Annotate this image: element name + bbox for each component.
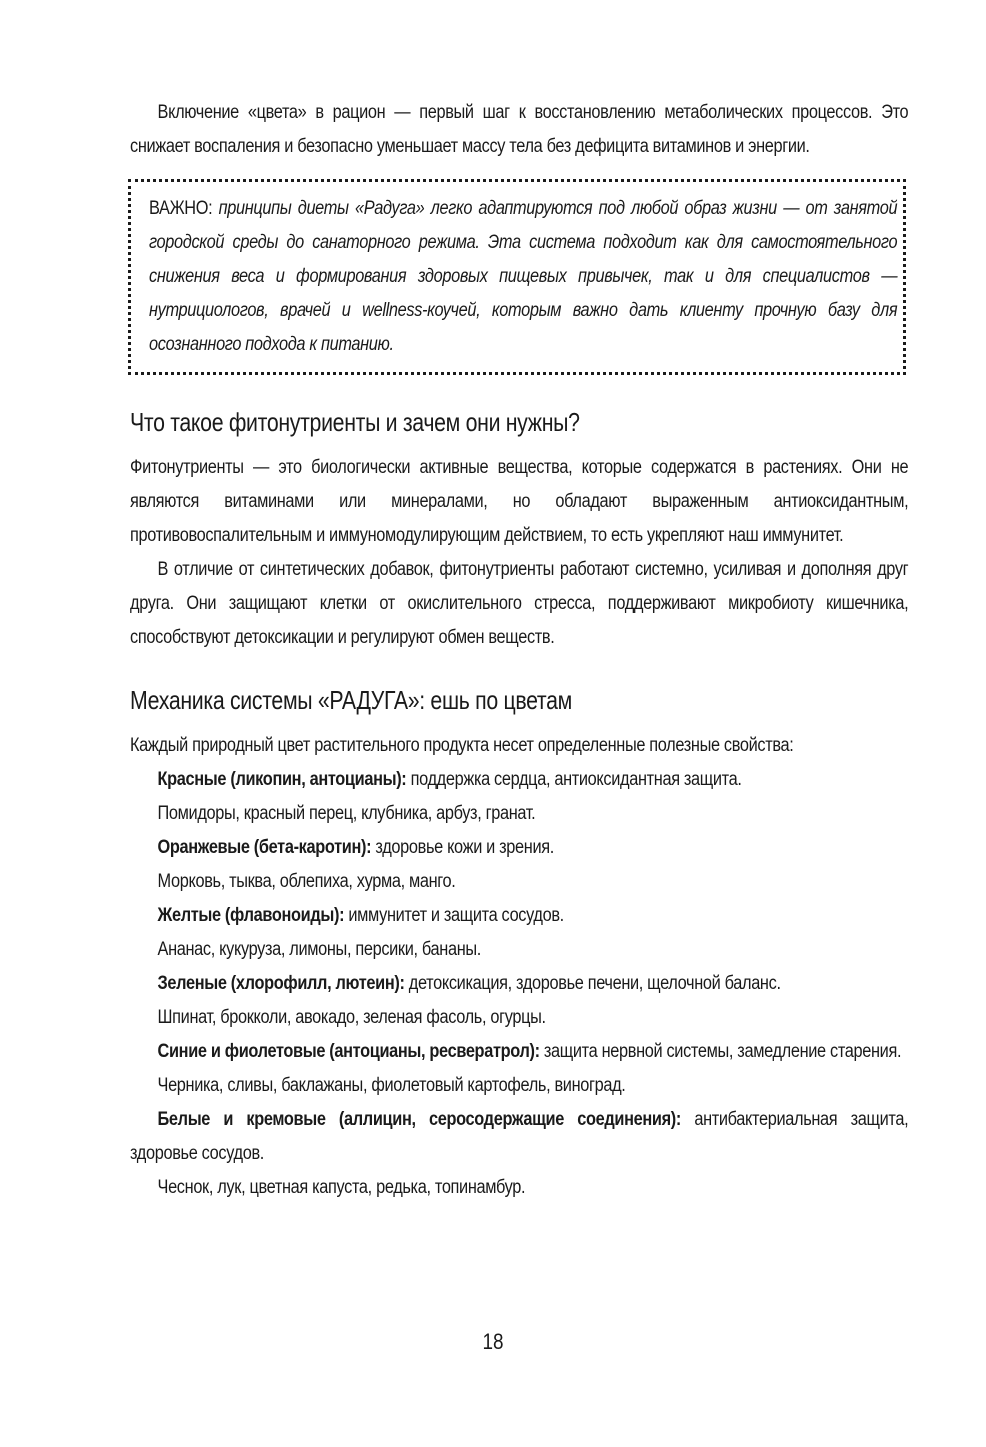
- important-note-box: [128, 179, 906, 375]
- color-name: Синие и фиолетовые (антоцианы, ресвератрол):: [157, 1041, 540, 1062]
- color-name: Зеленые (хлорофилл, лютеин):: [157, 973, 405, 994]
- section-heading-phytonutrients: Что такое фитонутриенты и зачем они нужны?: [130, 407, 580, 437]
- color-foods-red: Помидоры, красный перец, клубника, арбуз, гранат.: [157, 803, 536, 824]
- color-item-blue-purple: [130, 1035, 908, 1069]
- color-name: Желтые (флавоноиды):: [157, 905, 345, 926]
- colors-intro: Каждый природный цвет растительного продукта несет определенные полезные свойства:: [130, 735, 794, 756]
- color-benefit: антибактериальная защита, здоровье сосудов.: [130, 1109, 909, 1164]
- intro-paragraph: Включение «цвета» в рацион — первый шаг к восстановлению метаболических процессов. Это снижает воспаления и безопасно уменьшает массу тела без дефицита витаминов и энергии.: [130, 102, 909, 157]
- color-benefit: защита нервной системы, замедление старения.: [539, 1041, 902, 1062]
- color-item-green: [130, 967, 908, 1001]
- color-list: [130, 763, 908, 1205]
- color-item-white-cream: [130, 1103, 908, 1171]
- color-foods-white-cream: Чеснок, лук, цветная капуста, редька, топинамбур.: [157, 1177, 526, 1198]
- color-benefit: детоксикация, здоровье печени, щелочной баланс.: [404, 973, 781, 994]
- note-label: ВАЖНО:: [149, 198, 213, 219]
- note-body: принципы диеты «Радуга» легко адаптируются под любой образ жизни — от занятой городской среды до санаторного режима. Эта система подходит как для самостоятельного снижения веса и формирования здоровых пищевых привычек, так и для специалистов — нутрициологов, врачей и wellness-коучей, которым важно дать клиенту прочную базу для осознанного подхода к питанию.: [149, 198, 898, 355]
- color-item-orange: [130, 831, 908, 865]
- color-foods-orange: Морковь, тыква, облепиха, хурма, манго.: [157, 871, 456, 892]
- page-number: 18: [482, 1329, 504, 1354]
- phytonutrients-paragraph-1: Фитонутриенты — это биологически активные вещества, которые содержатся в растениях. Они не являются витаминами или минералами, но обладают выраженным антиоксидантным, противовоспалительным и иммуномодулирующим действием, то есть укрепляют наш иммунитет.: [130, 457, 909, 546]
- page-content: [130, 96, 908, 1205]
- color-benefit: поддержка сердца, антиоксидантная защита.: [406, 769, 742, 790]
- phytonutrients-paragraph-2: В отличие от синтетических добавок, фитонутриенты работают системно, усиливая и дополняя друг друга. Они защищают клетки от окислительного стресса, поддерживают микробиоту кишечника, способствуют детоксикации и регулируют обмен веществ.: [130, 559, 909, 648]
- color-item-yellow: [130, 899, 908, 933]
- important-note-text: [149, 192, 897, 362]
- color-foods-blue-purple: Черника, сливы, баклажаны, фиолетовый картофель, виноград.: [157, 1075, 626, 1096]
- color-name: Красные (ликопин, антоцианы):: [157, 769, 407, 790]
- section-heading-rainbow-mechanics: Механика системы «РАДУГА»: ешь по цветам: [130, 685, 572, 715]
- color-name: Белые и кремовые (аллицин, серосодержащие соединения):: [157, 1109, 682, 1130]
- color-item-red: [130, 763, 908, 797]
- color-benefit: здоровье кожи и зрения.: [371, 837, 554, 858]
- color-foods-green: Шпинат, брокколи, авокадо, зеленая фасоль, огурцы.: [157, 1007, 546, 1028]
- color-foods-yellow: Ананас, кукуруза, лимоны, персики, бананы.: [157, 939, 482, 960]
- color-name: Оранжевые (бета-каротин):: [157, 837, 372, 858]
- color-benefit: иммунитет и защита сосудов.: [344, 905, 564, 926]
